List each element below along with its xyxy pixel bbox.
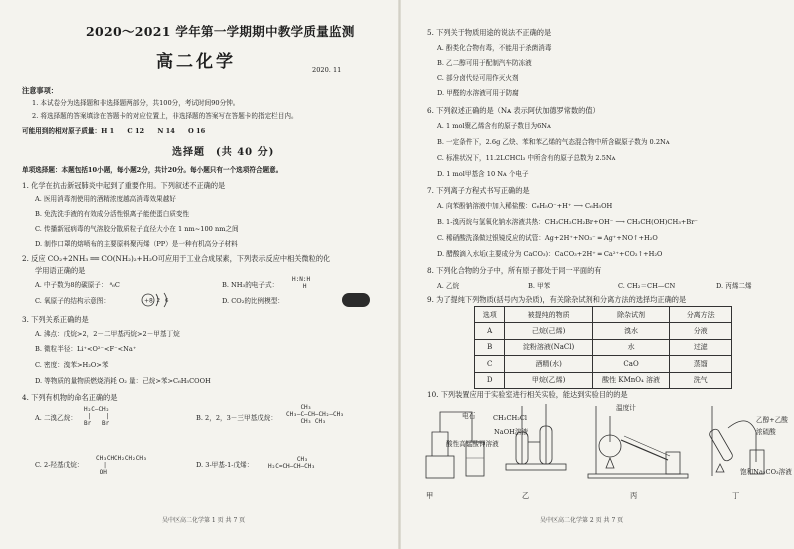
q6-option-c: C. 标准状况下，11.2LCHCl₃ 中所含有的原子总数为 2.5Nᴀ [437, 154, 616, 162]
question-2-stem-cont: 学用语正确的是 [35, 266, 86, 275]
label-kmno4-solution: 酸性高锰酸钾溶液 [446, 440, 499, 448]
exam-title: 2020～2021 学年第一学期期中教学质量监测 [86, 24, 355, 39]
table-cell: 过滤 [670, 339, 732, 355]
q2-option-b: B. NH₃的电子式： [222, 281, 279, 289]
question-9-stem: 9. 为了提纯下列物质(括号内为杂质)，有关除杂试剂和分离方法的选择均正确的是 [427, 295, 687, 304]
table-cell: 酸性 KMnO₄ 溶液 [592, 372, 670, 388]
label-na2co3-solution: 饱和Na₂CO₃溶液 [740, 468, 792, 476]
question-3-stem: 3. 下列关系正确的是 [22, 315, 89, 324]
question-10-stem: 10. 下列装置应用于实验室进行相关实验，能达到实验目的的是 [427, 390, 628, 399]
q3-option-d: D. 等物质的量物质燃烧消耗 O₂ 量：己烷>苯>C₆H₅COOH [35, 377, 211, 385]
q5-option-c: C. 部分卤代烃可用作灭火剂 [437, 74, 519, 82]
q7-option-c: C. 稀硝酸洗涤做过银镜反应的试管：Ag+2H⁺+NO₃⁻ ═ Ag⁺+NO↑+H₂O [437, 234, 658, 242]
table-row [475, 323, 732, 339]
q5-option-d: D. 甲醛的水溶液可用于防腐 [437, 89, 519, 97]
label-conc-sulfuric: 浓硫酸 [756, 428, 776, 436]
q8-option-d: D. 丙烯二烯 [716, 282, 752, 290]
exam-date: 2020. 11 [312, 66, 342, 74]
question-8-stem: 8. 下列化合物的分子中，所有原子都处于同一平面的有 [427, 266, 602, 275]
table-cell: 淀粉溶液(NaCl) [505, 339, 592, 355]
table-cell: C [475, 356, 505, 372]
q5-option-b: B. 乙二醇可用于配制汽车防冻液 [437, 59, 532, 67]
table-cell: D [475, 372, 505, 388]
q4-a-structure: H₂C—CH₂ | | Br Br [84, 406, 110, 427]
table-cell: B [475, 339, 505, 355]
q8-option-c: C. CH₂＝CH—CN [618, 282, 676, 290]
table-cell: 水 [592, 339, 670, 355]
q7-option-a: A. 向苯酚钠溶液中加入稀盐酸：C₆H₅O⁻+H⁺ ⟶ C₆H₅OH [437, 202, 613, 210]
q1-option-b: B. 免洗洗手液的有效成分活性银离子能使蛋白质变性 [35, 210, 190, 218]
q1-option-c: C. 传播新冠病毒的气溶胶分散质粒子直径大小在 1 nm~100 nm之间 [35, 225, 239, 233]
label-yi: 乙 [522, 491, 530, 500]
question-1-stem: 1. 化学在抗击新冠肺炎中起到了重要作用。下列叙述不正确的是 [22, 181, 226, 190]
question-2-stem: 2. 反应 CO₂+2NH₃ ══ CO(NH₂)₂+H₂O可应用于工业合成尿素，下列表示反应中相关微粒的化 [22, 254, 331, 263]
label-ding: 丁 [732, 491, 740, 500]
page-1-footer: 吴中区高二化学第 1 页 共 7 页 [162, 517, 246, 524]
co2-space-filling-model [342, 293, 370, 307]
label-jia: 甲 [426, 491, 434, 500]
table-cell: 蒸馏 [670, 356, 732, 372]
q4-option-c: C. 2-羟基戊烷： [35, 461, 84, 469]
table-cell: 己烷(己烯) [505, 323, 592, 339]
q4-b-structure: CH₃ CH₃—C—CH—CH₂—CH₃ CH₃ CH₃ [286, 404, 344, 425]
section-title: 选择题 (共 40 分) [172, 147, 275, 158]
q7-option-d: D. 醋酸滴入水垢(主要成分为 CaCO₃)：CaCO₃+2H⁺ ═ Ca²⁺+CO₂↑+H₂O [437, 250, 663, 258]
subject-title: 高二化学 [156, 52, 236, 72]
q4-option-d: D. 3-甲基-1-戊烯： [196, 461, 254, 469]
nh3-electron-formula: H:N:H H [292, 276, 311, 290]
table-header-cell: 分离方法 [670, 307, 732, 323]
table-cell: CaO [592, 356, 670, 372]
table-cell: 酒精(水) [505, 356, 592, 372]
q6-option-b: B. 一定条件下，2.6g 乙炔、苯和苯乙烯的气态混合物中所含碳原子数为 0.2Nᴀ [437, 138, 670, 146]
notes-title: 注意事项： [22, 86, 58, 95]
label-calcium-carbide: 电石 [462, 412, 476, 420]
oxygen-atom-diagram [140, 292, 180, 308]
q6-option-a: A. 1 mol聚乙烯含有的原子数目为6Nᴀ [437, 122, 551, 130]
q3-option-c: C. 密度：溴苯>H₂O>苯 [35, 361, 109, 369]
q8-option-b: B. 甲苯 [528, 282, 551, 290]
table-row [475, 372, 732, 388]
page-2 [400, 0, 794, 549]
question-6-stem: 6. 下列叙述正确的是（Nᴀ 表示阿伏加德罗常数的值） [427, 106, 600, 115]
q9-table [474, 306, 732, 389]
label-thermometer: 温度计 [616, 404, 636, 412]
q4-option-a: A. 二溴乙烷： [35, 414, 77, 422]
note-2: 2. 将选择题的答案填涂在答题卡的对应位置上，非选择题的答案写在答题卡的指定栏目内。 [32, 112, 298, 120]
svg-text:+8: +8 [144, 297, 153, 305]
label-ethanol-acetic: 乙醇+乙酸 [756, 416, 788, 424]
atomic-masses: 可能用到的相对原子质量：H 1 C 12 N 14 O 16 [22, 127, 206, 135]
table-cell: 洗气 [670, 372, 732, 388]
q7-option-b: B. 1-溴丙烷与氢氧化钠水溶液共热：CH₃CH₂CH₂Br+OH⁻ ⟶ CH₃CH(OH)CH₃+Br⁻ [437, 218, 698, 226]
question-7-stem: 7. 下列离子方程式书写正确的是 [427, 186, 530, 195]
q3-option-b: B. 微粒半径：Li⁺<O²⁻<F⁻<Na⁺ [35, 345, 137, 353]
q3-option-a: A. 沸点：戊烷>2，2－二甲基丙烷>2－甲基丁烷 [35, 330, 180, 338]
svg-text:2: 2 [156, 298, 160, 304]
q2-option-d: D. CO₂的比例模型： [222, 297, 284, 305]
q1-option-d: D. 制作口罩的熔喷布的主要原料聚丙烯（PP）是一种有机高分子材料 [35, 240, 238, 248]
table-row [475, 339, 732, 355]
apparatus-bing-drawing [586, 402, 696, 482]
table-cell: 甲烷(乙烯) [505, 372, 592, 388]
q4-option-b: B. 2，2，3－三甲基戊烷： [196, 414, 277, 422]
label-chloroethane: CH₃CH₂Cl [493, 414, 528, 422]
label-bing: 丙 [630, 491, 638, 500]
table-cell: 分液 [670, 323, 732, 339]
note-1: 1. 本试卷分为选择题和非选择题两部分，共100分，考试时间90分钟。 [32, 99, 240, 107]
svg-text:6: 6 [165, 298, 169, 304]
apparatus-bing [586, 402, 696, 482]
question-4-stem: 4. 下列有机物的命名正确的是 [22, 393, 118, 402]
q2-option-c: C. 氧原子的结构示意图： [35, 297, 110, 305]
instruction: 单项选择题：本题包括10小题，每小题2分，共计20分。每小题只有一个选项符合题意。 [22, 166, 283, 174]
table-header-row [475, 307, 732, 323]
q8-option-a: A. 乙烷 [437, 282, 460, 290]
question-5-stem: 5. 下列关于物质用途的说法不正确的是 [427, 28, 552, 37]
table-header-cell: 除杂试剂 [592, 307, 670, 323]
q1-option-a: A. 医用消毒剂使用的酒精浓度越高消毒效果越好 [35, 195, 176, 203]
table-header-cell: 选项 [475, 307, 505, 323]
q4-c-structure: CH₃CHCH₂CH₂CH₃ | OH [96, 455, 147, 476]
label-naoh-solution: NaOH溶液 [494, 428, 529, 436]
table-cell: A [475, 323, 505, 339]
table-cell: 溴水 [592, 323, 670, 339]
page-2-footer: 吴中区高二化学第 2 页 共 7 页 [540, 517, 624, 524]
q5-option-a: A. 酚类化合物有毒，不能用于杀菌消毒 [437, 44, 552, 52]
table-row [475, 356, 732, 372]
q6-option-d: D. 1 mol甲基含 10 Nᴀ 个电子 [437, 170, 529, 178]
q4-d-structure: CH₃ H₂C=CH—CH—CH₃ [268, 456, 315, 470]
q2-option-a: A. 中子数为8的碳原子： ⁸₆C [35, 281, 120, 289]
table-header-cell: 被提纯的物质 [505, 307, 592, 323]
